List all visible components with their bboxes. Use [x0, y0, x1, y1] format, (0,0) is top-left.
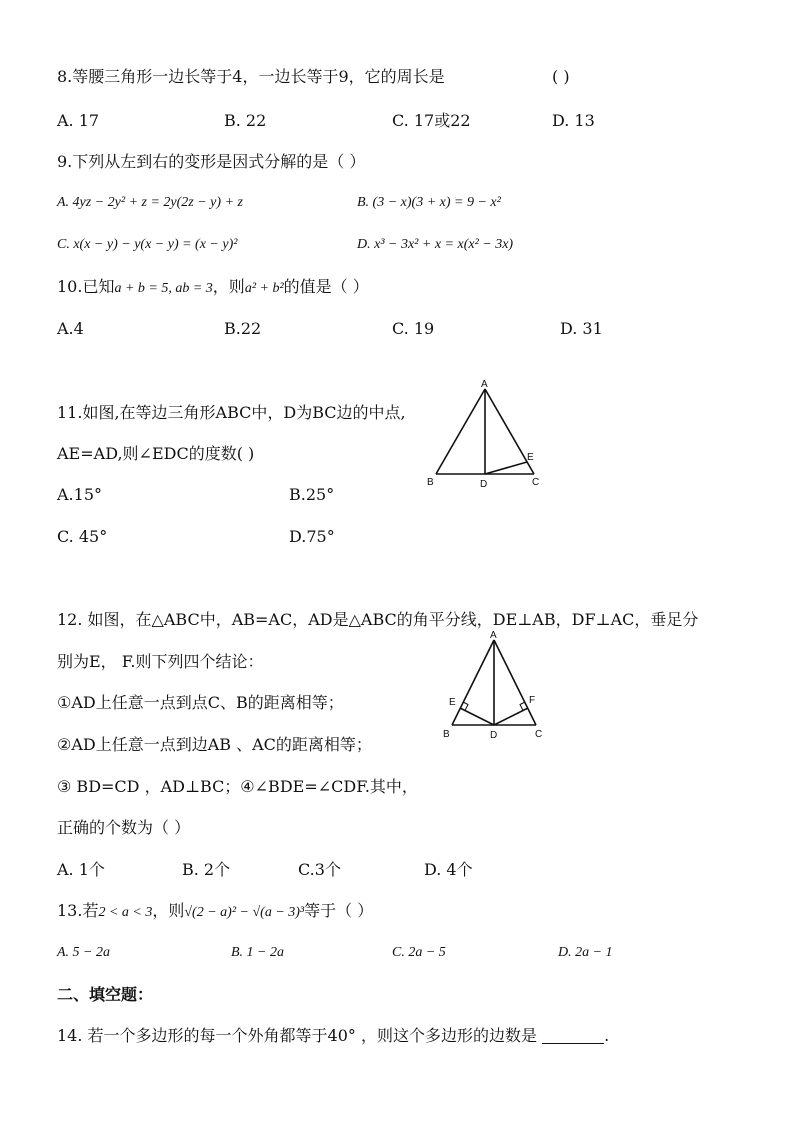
q12-option-d[interactable]: D. 4个	[424, 860, 473, 879]
q9-option-b[interactable]: B. (3 − x)(3 + x) = 9 − x²	[357, 195, 501, 210]
q12-line2: 别为E， F.则下列四个结论：	[57, 652, 264, 671]
q8-option-a[interactable]: A. 17	[57, 111, 100, 130]
q12-side-ab	[452, 640, 494, 725]
q12-figure	[438, 628, 550, 743]
q8-stem: 8.等腰三角形一边长等于4，一边长等于9，它的周长是	[57, 67, 445, 86]
q12-label-e: E	[449, 697, 456, 708]
q10-option-a[interactable]: A.4	[57, 319, 84, 338]
q13-option-a[interactable]: A. 5 − 2a	[57, 945, 110, 960]
q11-figure	[420, 375, 550, 490]
q10-option-b[interactable]: B.22	[224, 319, 262, 338]
q8-paren: ( )	[552, 67, 570, 86]
q13-stem: 13.若2 < a < 3，则√(2 − a)² − √(a − 3)³等于（ ）	[57, 901, 374, 920]
q14-stem: 14. 若一个多边形的每一个外角都等于40° ，则这个多边形的边数是 .	[57, 1026, 610, 1045]
q11-option-d[interactable]: D.75°	[289, 527, 335, 546]
q9-option-c[interactable]: C. x(x − y) − y(x − y) = (x − y)²	[57, 237, 238, 252]
q11-label-d: D	[480, 479, 488, 490]
q10-option-c[interactable]: C. 19	[392, 319, 435, 338]
q12-label-b: B	[443, 729, 450, 740]
q12-line1: 12. 如图，在△ABC中，AB=AC，AD是△ABC的角平分线，DE⊥AB，DF⊥AC，垂足分	[57, 610, 699, 629]
q12-label-a: A	[490, 630, 497, 641]
q10-option-d[interactable]: D. 31	[560, 319, 603, 338]
q8-option-d[interactable]: D. 13	[552, 111, 595, 130]
q8-option-c[interactable]: C. 17或22	[392, 111, 471, 130]
q11-segment-de	[485, 462, 527, 474]
q9-option-a[interactable]: A. 4yz − 2y² + z = 2y(2z − y) + z	[57, 195, 243, 210]
q9-stem: 9.下列从左到右的变形是因式分解的是（ ）	[57, 152, 366, 171]
q12-conclusion-3: ③ BD=CD ，AD⊥BC；④∠BDE=∠CDF.其中，	[57, 777, 418, 796]
q11-label-a: A	[481, 379, 488, 390]
q9-option-d[interactable]: D. x³ − 3x² + x = x(x² − 3x)	[357, 237, 514, 252]
q11-label-e: E	[527, 452, 534, 463]
q11-option-b[interactable]: B.25°	[289, 485, 335, 504]
q12-line-last: 正确的个数为（ ）	[57, 818, 191, 837]
q13-option-d[interactable]: D. 2a − 1	[558, 945, 613, 960]
q11-option-c[interactable]: C. 45°	[57, 527, 108, 546]
q11-side-ab	[436, 389, 485, 474]
q13-option-b[interactable]: B. 1 − 2a	[231, 945, 284, 960]
q12-label-c: C	[535, 729, 543, 740]
q14-answer-blank[interactable]	[542, 1027, 604, 1044]
q11-label-c: C	[532, 477, 540, 488]
q12-conclusion-1: ①AD上任意一点到点C、B的距离相等；	[57, 693, 344, 712]
q11-label-b: B	[427, 477, 434, 488]
q11-line1: 11.如图,在等边三角形ABC中，D为BC边的中点,	[57, 403, 406, 422]
q12-option-b[interactable]: B. 2个	[182, 860, 231, 879]
q11-line2: AE=AD,则∠EDC的度数( )	[57, 444, 255, 463]
q12-label-f: F	[529, 695, 536, 706]
q13-option-c[interactable]: C. 2a − 5	[392, 945, 446, 960]
q12-label-d: D	[490, 730, 498, 741]
section-title: 二、填空题：	[57, 985, 154, 1004]
q11-option-a[interactable]: A.15°	[57, 485, 102, 504]
q10-stem: 10.已知a + b = 5, ab = 3，则a² + b²的值是（ ）	[57, 277, 369, 296]
q12-side-ac	[494, 640, 536, 725]
q12-conclusion-2: ②AD上任意一点到边AB 、AC的距离相等；	[57, 735, 372, 754]
q8-option-b[interactable]: B. 22	[224, 111, 267, 130]
q12-option-a[interactable]: A. 1个	[57, 860, 105, 879]
q12-option-c[interactable]: C.3个	[298, 860, 341, 879]
